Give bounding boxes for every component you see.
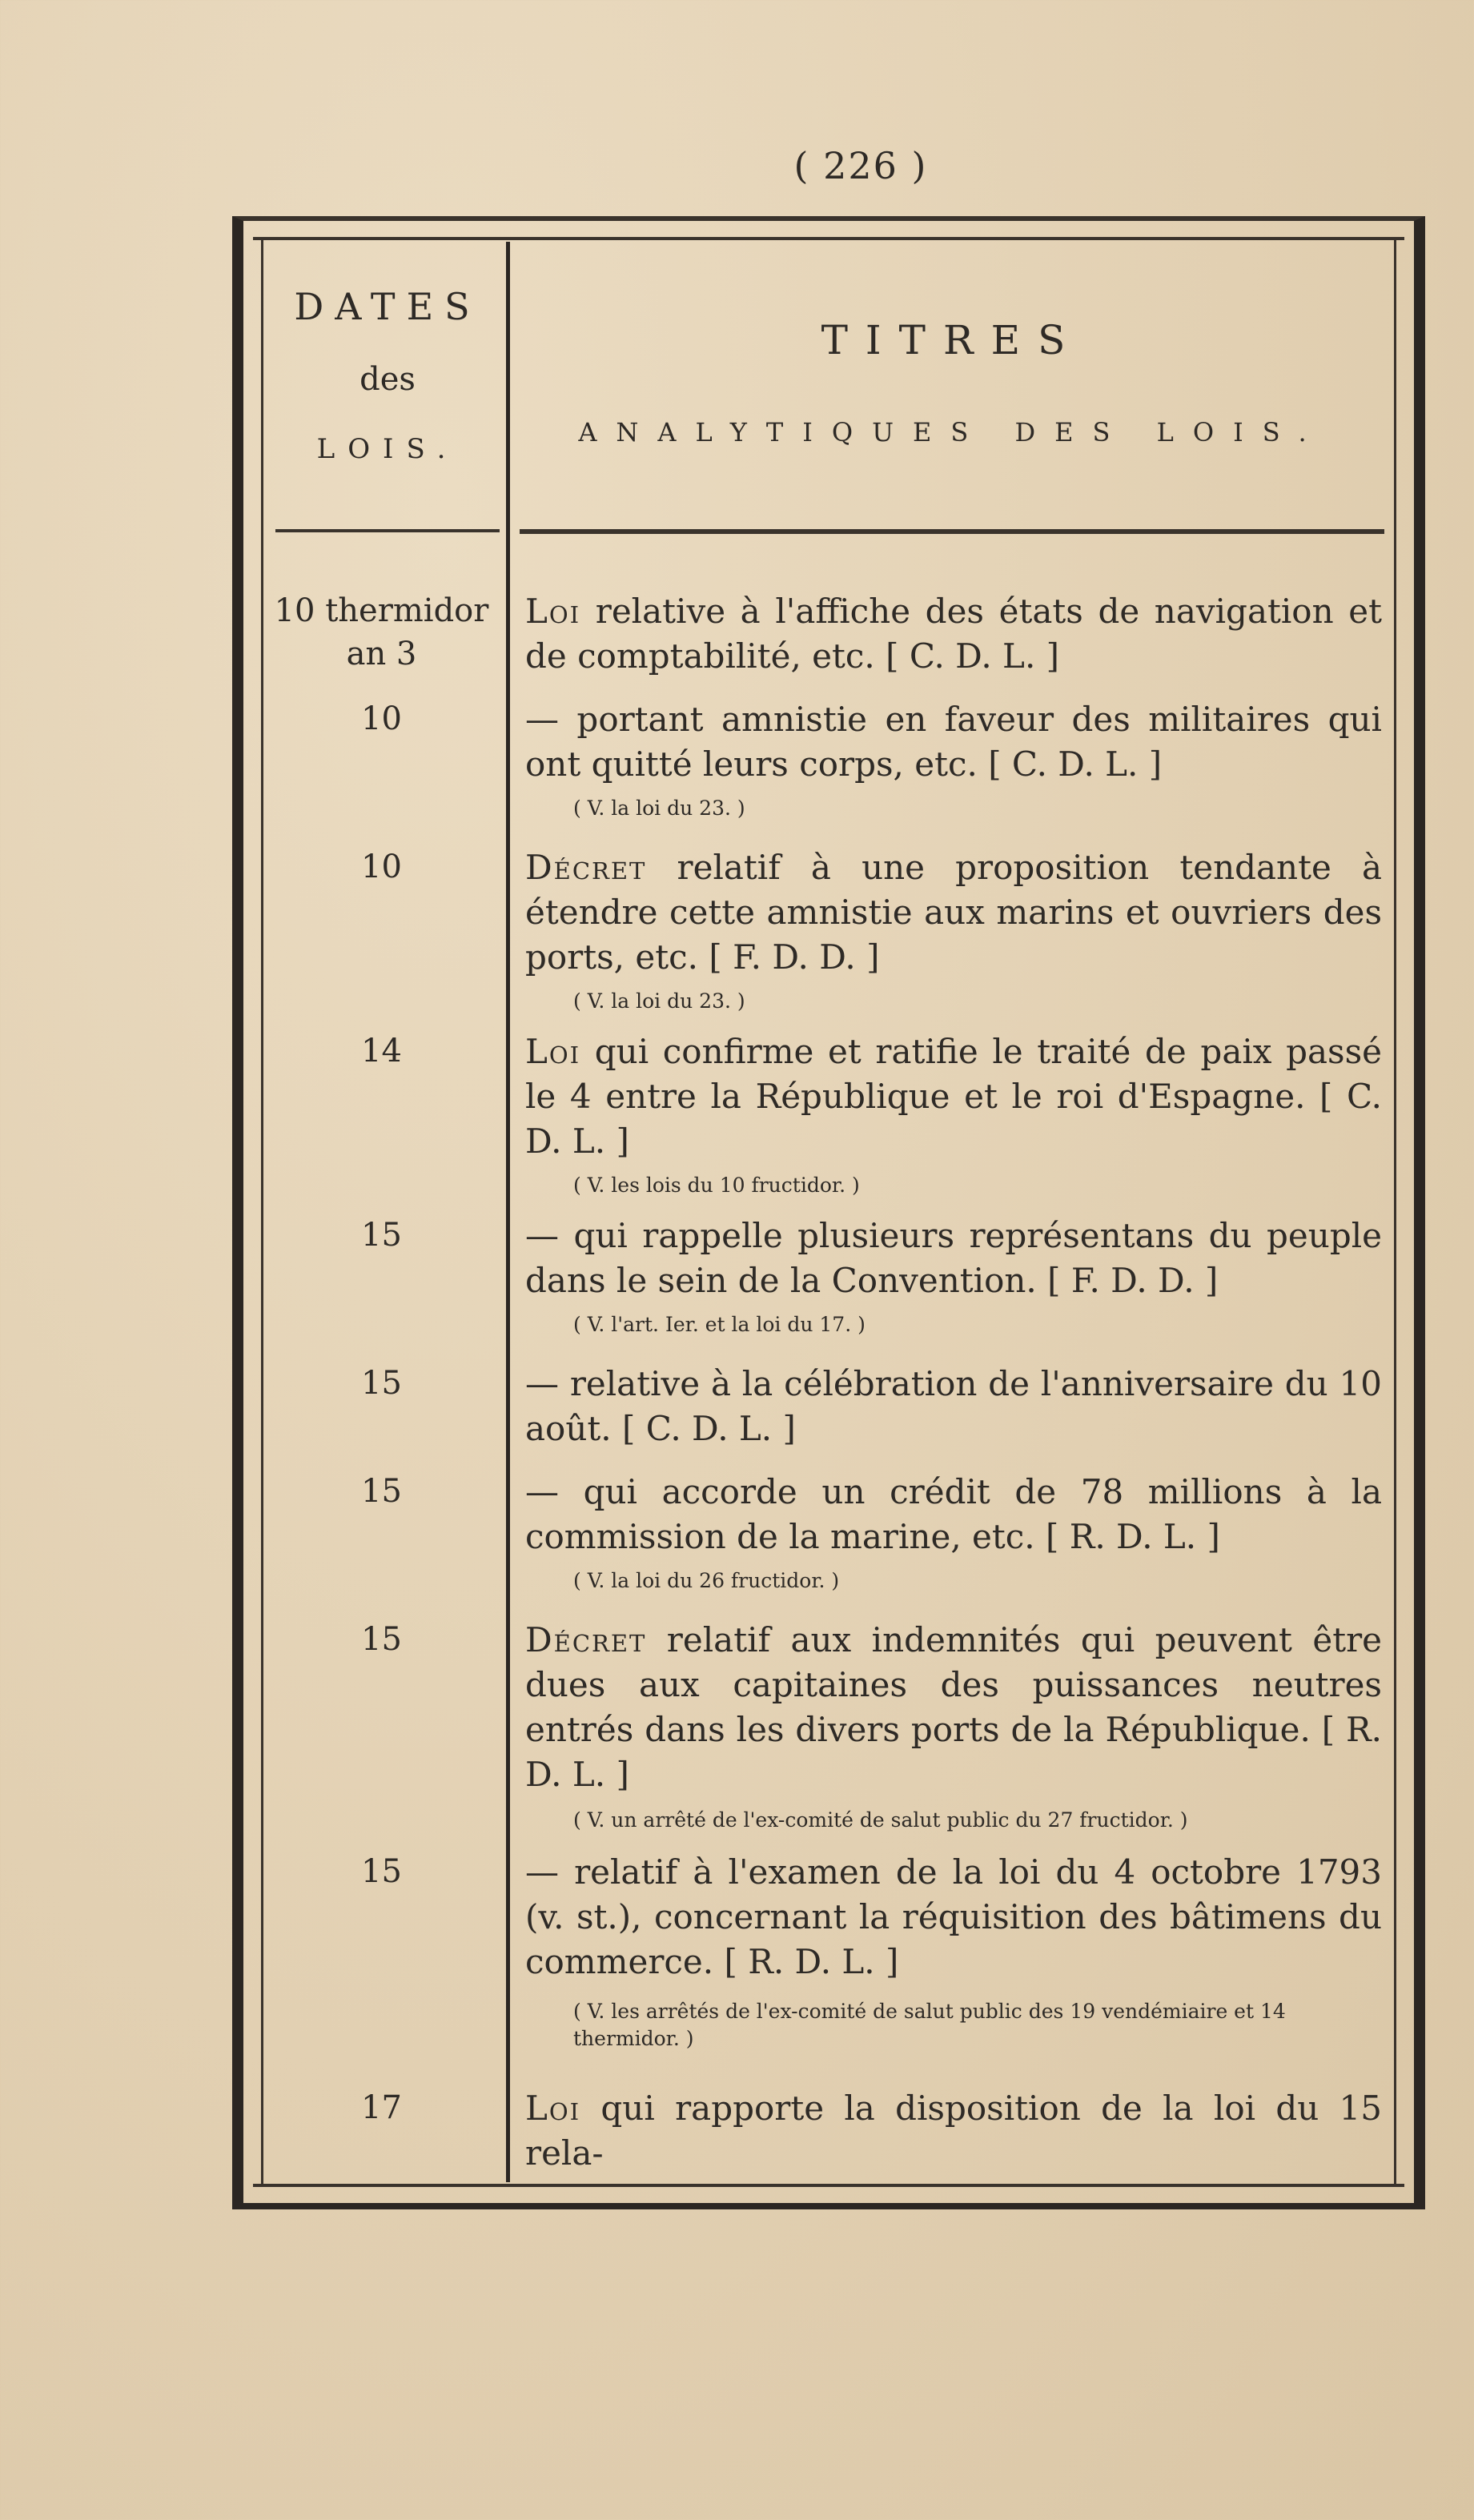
law-table bbox=[232, 216, 1425, 2209]
entry-note: ( V. un arrêté de l'ex-comité de salut public du 27 fructidor. ) bbox=[573, 1808, 1188, 1832]
entry-date: 10 bbox=[361, 849, 402, 885]
entry-note: ( V. la loi du 26 fructidor. ) bbox=[573, 1569, 840, 1592]
entry-date: 15 bbox=[361, 1365, 402, 1402]
table-bottom-rule bbox=[253, 2184, 1404, 2187]
entry-title: — qui accorde un crédit de 78 millions à la commission de la marine, etc. [ R. D. L. ] bbox=[525, 1472, 1382, 1556]
header-lois: LOIS. bbox=[316, 433, 459, 465]
table-left-rule bbox=[261, 237, 263, 2187]
column-divider bbox=[506, 242, 510, 2182]
header-analytiques: ANALYTIQUES DES LOIS. bbox=[578, 417, 1326, 447]
entry-date: 17 bbox=[361, 2089, 402, 2126]
header-des: des bbox=[359, 361, 416, 398]
entry-title: Loi qui confirme et ratifie le traité de paix passé le 4 entre la République et le roi d'Espagne. [ C. D. L. ] bbox=[525, 1032, 1382, 1161]
entry-date: 15 bbox=[361, 1473, 402, 1510]
entry-date: 10 bbox=[361, 700, 402, 737]
entry-title: — qui rappelle plusieurs représentans du peuple dans le sein de la Convention. [ F. D. D. ] bbox=[525, 1216, 1382, 1300]
header-titres: TITRES bbox=[821, 317, 1083, 363]
table-right-rule bbox=[1394, 237, 1396, 2187]
entry-note: ( V. les arrêtés de l'ex-comité de salut public des 19 vendémiaire et 14 thermidor. ) bbox=[573, 2000, 1286, 2050]
entry-title: Loi qui rapporte la disposition de la loi du 15 rela- bbox=[525, 2089, 1382, 2173]
entry-title: Décret relatif à une proposition tendante à étendre cette amnistie aux marins et ouvriers des ports, etc. [ F. D. D. ] bbox=[525, 848, 1382, 977]
entry-title: — relatif à l'examen de la loi du 4 octobre 1793 (v. st.), concernant la réquisition des bâtimens du commerce. [ R. D. L. ] bbox=[525, 1852, 1382, 1981]
entry-title: — relative à la célébration de l'anniversaire du 10 août. [ C. D. L. ] bbox=[525, 1364, 1382, 1448]
header-rule-dates bbox=[275, 529, 500, 532]
entry-note: ( V. l'art. Ier. et la loi du 17. ) bbox=[573, 1313, 866, 1336]
header-rule-titles bbox=[520, 529, 1384, 534]
table-top-rule bbox=[253, 237, 1404, 240]
entry-title: Loi relative à l'affiche des états de navigation et de comptabilité, etc. [ C. D. L. ] bbox=[525, 592, 1382, 676]
page-number: ( 226 ) bbox=[793, 144, 928, 187]
entry-title: — portant amnistie en faveur des militaires qui ont quitté leurs corps, etc. [ C. D. L. ] bbox=[525, 700, 1382, 784]
entry-title: Décret relatif aux indemnités qui peuvent être dues aux capitaines des puissances neutres entrés dans les divers ports de la République. [ R. D. L. ] bbox=[525, 1620, 1382, 1794]
entry-date: 14 bbox=[361, 1033, 402, 1069]
entry-note: ( V. la loi du 23. ) bbox=[573, 797, 745, 820]
entry-note: ( V. les lois du 10 fructidor. ) bbox=[573, 1174, 860, 1197]
entry-date: 15 bbox=[361, 1621, 402, 1658]
entry-date: 15 bbox=[361, 1217, 402, 1254]
entry-note: ( V. la loi du 23. ) bbox=[573, 989, 745, 1013]
entry-date: 15 bbox=[361, 1853, 402, 1890]
entry-date: 10 thermidor an 3 bbox=[274, 592, 489, 672]
header-dates: DATES bbox=[294, 285, 481, 328]
